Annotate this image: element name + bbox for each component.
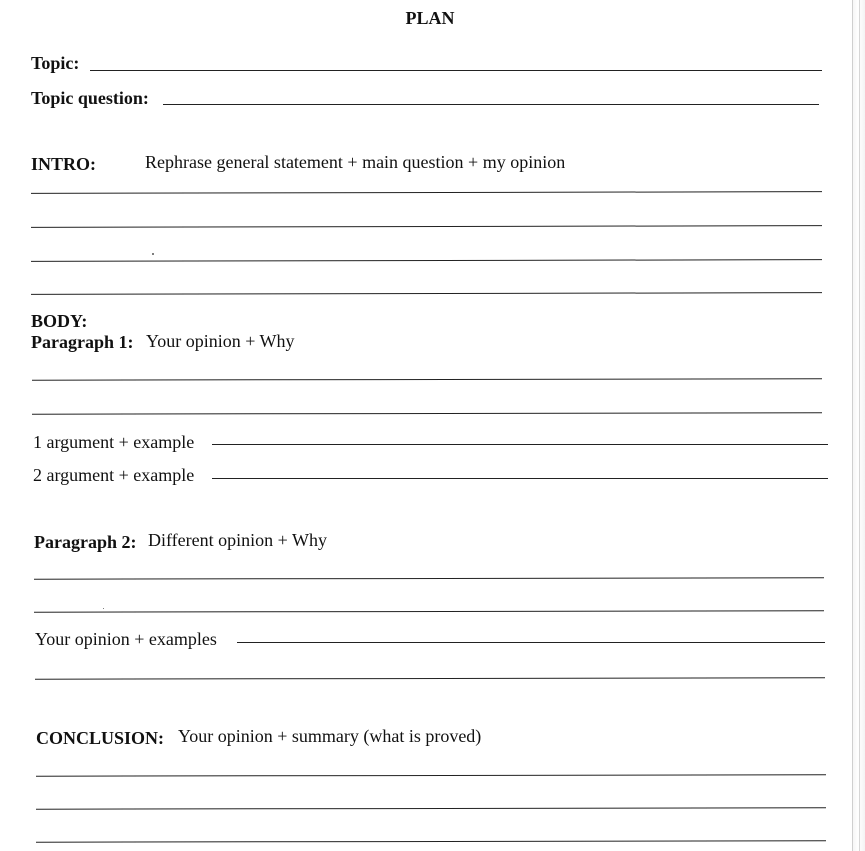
intro-line-2[interactable]: [31, 225, 822, 228]
conclusion-line-2[interactable]: [36, 807, 826, 809]
intro-line-3[interactable]: [31, 259, 822, 262]
paragraph2-opinion-field[interactable]: [237, 642, 825, 643]
page-title: PLAN: [405, 8, 455, 28]
paragraph1-line-2[interactable]: [32, 412, 822, 414]
topic-question-field[interactable]: [163, 104, 819, 105]
paragraph1-instruction: Your opinion + Why: [146, 331, 295, 351]
argument1-field[interactable]: [212, 444, 828, 445]
topic-label: Topic:: [31, 53, 80, 73]
paragraph1-line-1[interactable]: [32, 378, 822, 380]
conclusion-label: CONCLUSION:: [36, 728, 165, 748]
topic-question-label: Topic question:: [31, 88, 149, 108]
argument2-field[interactable]: [212, 478, 828, 479]
paragraph2-line-3[interactable]: [35, 677, 825, 679]
paragraph2-opinion-label: Your opinion + examples: [35, 629, 217, 649]
intro-line-4[interactable]: [31, 292, 822, 295]
paragraph2-line-1[interactable]: [34, 577, 824, 579]
conclusion-line-3[interactable]: [36, 840, 826, 842]
paragraph1-label: Paragraph 1:: [31, 332, 134, 352]
intro-instruction: Rephrase general statement + main question + my opinion: [145, 152, 566, 172]
conclusion-line-1[interactable]: [36, 774, 826, 776]
paragraph2-instruction: Different opinion + Why: [148, 530, 327, 550]
page-edge: [852, 0, 865, 851]
scan-speck: [103, 608, 104, 609]
argument1-label: 1 argument + example: [33, 432, 195, 452]
topic-field[interactable]: [90, 70, 822, 71]
paragraph2-line-2[interactable]: [34, 610, 824, 612]
intro-label: INTRO:: [31, 154, 97, 174]
scan-speck: [152, 253, 154, 255]
argument2-label: 2 argument + example: [33, 465, 195, 485]
intro-line-1[interactable]: [31, 191, 822, 194]
conclusion-instruction: Your opinion + summary (what is proved): [178, 726, 482, 746]
paragraph2-label: Paragraph 2:: [34, 532, 137, 552]
body-label: BODY:: [31, 311, 88, 331]
